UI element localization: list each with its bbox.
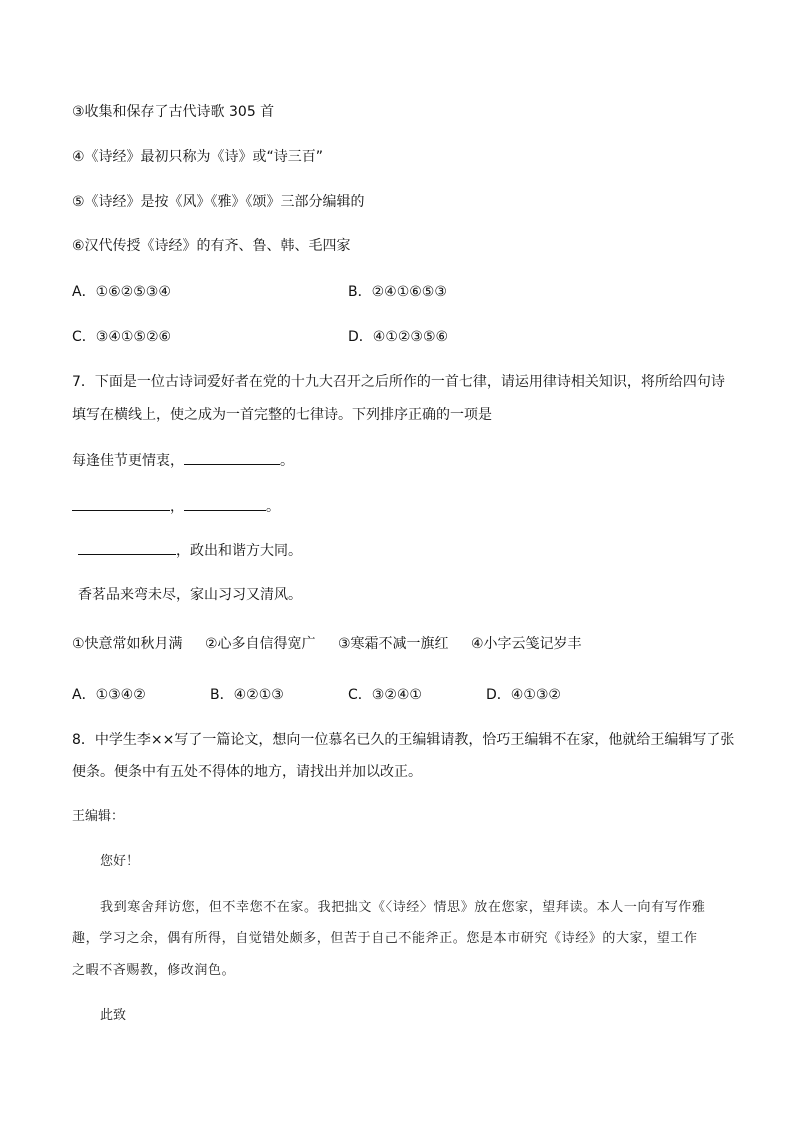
answer-blank[interactable] <box>78 540 176 555</box>
q7-choice-1: ①快意常如秋月满 <box>72 636 183 652</box>
poem-line-1-text: 每逢佳节更情衷， <box>72 453 184 469</box>
answer-blank[interactable] <box>72 496 170 511</box>
q7-option-d: D．④①③② <box>486 687 561 703</box>
letter-body-line3: 之暇不吝赐教，修改润色。 <box>72 963 236 978</box>
letter-body-line2: 趣，学习之余，偶有所得，自觉错处颇多，但苦于自己不能斧正。您是本市研究《诗经》的大家，望工作 <box>72 931 698 946</box>
letter-closing: 此致 <box>100 1008 127 1023</box>
q7-choice-2: ②心多自信得宽广 <box>205 636 316 652</box>
q7-choice-3: ③寒霜不减一旗红 <box>338 636 449 652</box>
answer-blank[interactable] <box>184 496 266 511</box>
q8-stem-line1: 8．中学生李××写了一篇论文，想向一位慕名已久的王编辑请教，恰巧王编辑不在家，他就给王编辑写了张 <box>72 732 735 748</box>
letter-greeting: 您好！ <box>100 854 140 869</box>
answer-blank[interactable] <box>184 450 280 465</box>
statement-6: ⑥汉代传授《诗经》的有齐、鲁、韩、毛四家 <box>72 238 351 254</box>
letter-salutation: 王编辑： <box>72 809 125 824</box>
poem-line-3 <box>78 540 302 561</box>
q6-option-a: A．①⑥②⑤③④ <box>72 284 171 300</box>
q7-choice-4: ④小字云笺记岁丰 <box>471 636 582 652</box>
q7-option-b: B．④②①③ <box>210 687 284 703</box>
poem-line-2-mid: ， <box>170 499 184 515</box>
q7-option-a: A．①③④② <box>72 687 146 703</box>
statement-5: ⑤《诗经》是按《风》《雅》《颂》三部分编辑的 <box>72 194 365 210</box>
q6-option-c: C．③④①⑤②⑥ <box>72 329 172 345</box>
q7-stem-line2: 填写在横线上，使之成为一首完整的七律诗。下列排序正确的一项是 <box>72 407 492 423</box>
q6-option-b: B．②④①⑥⑤③ <box>348 284 447 300</box>
poem-line-3-text: ，政出和谐方大同。 <box>176 543 302 559</box>
q6-option-d: D．④①②③⑤⑥ <box>348 329 449 345</box>
q8-stem-line2: 便条。便条中有五处不得体的地方，请找出并加以改正。 <box>72 764 422 780</box>
q7-option-c: C．③②④① <box>348 687 422 703</box>
poem-line-1 <box>72 450 294 471</box>
poem-line-2 <box>72 496 280 517</box>
poem-line-2-end: 。 <box>266 499 280 515</box>
statement-4: ④《诗经》最初只称为《诗》或“诗三百” <box>72 149 324 165</box>
letter-body-line1: 我到寒舍拜访您，但不幸您不在家。我把拙文《〈诗经〉情思》放在您家，望拜读。本人一向有写作雅 <box>100 900 706 915</box>
poem-line-1-end: 。 <box>280 453 294 469</box>
statement-3: ③收集和保存了古代诗歌 305 首 <box>72 104 275 120</box>
q7-stem-line1: 7．下面是一位古诗词爱好者在党的十九大召开之后所作的一首七律，请运用律诗相关知识，将所给四句诗 <box>72 374 725 390</box>
poem-line-4: 香茗品来弯未尽，家山习习又清风。 <box>78 587 302 603</box>
